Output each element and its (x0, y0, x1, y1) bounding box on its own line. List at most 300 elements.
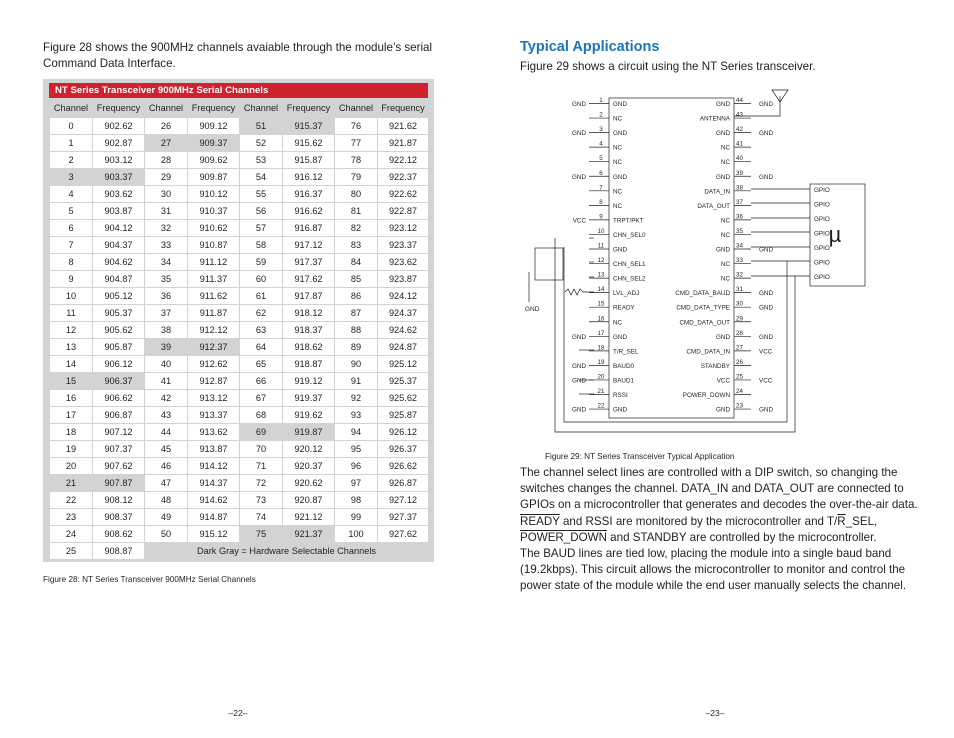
figure-29-caption: Figure 29: NT Series Transceiver Typical Application (545, 452, 735, 461)
frequency-cell: 921.37 (283, 526, 335, 543)
pin-name: GND (613, 406, 627, 414)
dip-gnd-label: GND (525, 306, 540, 313)
channel-cell: 24 (50, 526, 93, 543)
pin-number: 38 (736, 184, 743, 192)
channel-cell: 43 (145, 407, 188, 424)
pin-name: NC (720, 217, 730, 225)
pin-name: DATA_OUT (697, 202, 730, 210)
channel-cell: 49 (145, 509, 188, 526)
net-label: GND (759, 246, 773, 254)
channel-cell: 3 (50, 169, 93, 186)
frequency-cell: 914.62 (188, 492, 240, 509)
pin-name: POWER_DOWN (682, 392, 730, 399)
channel-cell: 34 (145, 254, 188, 271)
table-row (50, 237, 429, 254)
pin-number: 39 (736, 169, 743, 177)
channel-cell: 72 (240, 475, 283, 492)
channel-cell: 12 (50, 322, 93, 339)
pin-number: 12 (597, 257, 605, 265)
frequency-cell: 904.87 (93, 271, 145, 288)
channel-cell: 89 (335, 339, 378, 356)
net-label: GND (759, 333, 773, 341)
table-row (50, 135, 429, 152)
pin-name: GND (716, 406, 730, 414)
channel-cell: 20 (50, 458, 93, 475)
channel-cell: 64 (240, 339, 283, 356)
channel-cell: 94 (335, 424, 378, 441)
channel-cell: 35 (145, 271, 188, 288)
frequency-cell: 910.62 (188, 220, 240, 237)
channel-cell: 33 (145, 237, 188, 254)
table-body (50, 118, 429, 560)
frequency-cell: 915.62 (283, 135, 335, 152)
net-label: GND (572, 130, 586, 138)
frequency-cell: 909.62 (188, 152, 240, 169)
body-text-4: and STANDBY are controlled by the microcontroller. (606, 530, 877, 544)
pin-number: 6 (599, 169, 603, 177)
frequency-cell: 916.37 (283, 186, 335, 203)
frequency-cell: 914.37 (188, 475, 240, 492)
channel-cell: 79 (335, 169, 378, 186)
channel-cell: 18 (50, 424, 93, 441)
pin-number: 33 (736, 257, 743, 265)
pin-name: GND (716, 101, 730, 108)
net-label: GND (759, 290, 773, 298)
channel-cell: 95 (335, 441, 378, 458)
frequency-cell: 908.62 (93, 526, 145, 543)
channel-cell: 80 (335, 186, 378, 203)
pin-name: GND (716, 333, 730, 341)
channel-cell: 25 (50, 543, 93, 560)
pin-name: NC (613, 115, 623, 123)
pin-number: 7 (599, 184, 603, 192)
pin-number: 5 (599, 155, 603, 163)
channel-cell: 22 (50, 492, 93, 509)
channel-cell: 23 (50, 509, 93, 526)
table-row (50, 305, 429, 322)
frequency-cell: 911.62 (188, 288, 240, 305)
channel-cell: 84 (335, 254, 378, 271)
frequency-cell: 923.87 (378, 271, 429, 288)
pin-number: 35 (736, 227, 743, 235)
frequency-cell: 926.12 (378, 424, 429, 441)
frequency-cell: 914.12 (188, 458, 240, 475)
channel-cell: 93 (335, 407, 378, 424)
frequency-cell: 925.87 (378, 407, 429, 424)
channel-cell: 58 (240, 237, 283, 254)
table-row (50, 475, 429, 492)
channel-cell: 40 (145, 356, 188, 373)
frequency-cell: 912.37 (188, 339, 240, 356)
figure-29-intro: Figure 29 shows a circuit using the NT Series transceiver. (520, 60, 816, 73)
pin-name: GND (613, 173, 627, 181)
pin-name: CMD_DATA_TYPE (676, 304, 730, 312)
frequency-cell: 924.37 (378, 305, 429, 322)
frequency-cell: 917.87 (283, 288, 335, 305)
channel-cell: 55 (240, 186, 283, 203)
channel-cell: 11 (50, 305, 93, 322)
frequency-cell: 911.12 (188, 254, 240, 271)
table-row (50, 254, 429, 271)
frequency-cell: 921.62 (378, 118, 429, 135)
frequency-cell: 907.87 (93, 475, 145, 492)
channel-cell: 42 (145, 390, 188, 407)
table-row (50, 203, 429, 220)
table-row (50, 390, 429, 407)
pin-number: 20 (597, 373, 605, 381)
column-header: Channel (243, 102, 279, 113)
frequency-cell: 910.12 (188, 186, 240, 203)
net-label: GND (572, 173, 586, 181)
gpio-label: GPIO (814, 201, 830, 209)
channel-cell: 27 (145, 135, 188, 152)
channel-cell: 59 (240, 254, 283, 271)
channel-cell: 57 (240, 220, 283, 237)
frequency-cell: 927.62 (378, 526, 429, 543)
pin-number: 30 (736, 300, 743, 308)
frequency-cell: 922.87 (378, 203, 429, 220)
frequency-cell: 925.37 (378, 373, 429, 390)
hardware-channel-note: Dark Gray = Hardware Selectable Channels (145, 543, 429, 560)
channel-cell: 8 (50, 254, 93, 271)
frequency-cell: 909.37 (188, 135, 240, 152)
channel-cell: 61 (240, 288, 283, 305)
column-header: Frequency (191, 102, 236, 113)
pin-name: CHN_SEL0 (613, 231, 646, 239)
channel-cell: 1 (50, 135, 93, 152)
channel-cell: 65 (240, 356, 283, 373)
frequency-cell: 920.37 (283, 458, 335, 475)
frequency-cell: 925.12 (378, 356, 429, 373)
frequency-cell: 906.87 (93, 407, 145, 424)
channel-cell: 66 (240, 373, 283, 390)
frequency-cell: 916.62 (283, 203, 335, 220)
pin-name: NC (613, 159, 623, 167)
frequency-cell: 919.87 (283, 424, 335, 441)
net-label: GND (572, 377, 586, 385)
pin-name: GND (613, 130, 627, 138)
pin-number: 3 (599, 126, 603, 134)
pin-number: 22 (597, 402, 605, 410)
pin-number: 34 (736, 242, 743, 250)
frequency-cell: 907.62 (93, 458, 145, 475)
figure-28-caption: Figure 28: NT Series Transceiver 900MHz Serial Channels (43, 575, 256, 584)
channel-cell: 14 (50, 356, 93, 373)
channel-cell: 60 (240, 271, 283, 288)
frequency-cell: 917.62 (283, 271, 335, 288)
pin-number: 15 (597, 300, 605, 308)
channel-cell: 74 (240, 509, 283, 526)
frequency-cell: 902.87 (93, 135, 145, 152)
pin-name: CHN_SEL2 (613, 275, 646, 283)
table-row (50, 220, 429, 237)
net-label: VCC (759, 348, 773, 356)
channel-cell: 100 (335, 526, 378, 543)
gpio-label: GPIO (814, 216, 830, 223)
frequency-cell: 912.12 (188, 322, 240, 339)
frequency-cell: 907.37 (93, 441, 145, 458)
typical-application-schematic (525, 92, 899, 437)
channel-cell: 32 (145, 220, 188, 237)
page-number: –23– (705, 708, 725, 718)
pin-name: NC (720, 261, 730, 269)
frequency-cell: 919.37 (283, 390, 335, 407)
table-row (50, 424, 429, 441)
frequency-cell: 920.12 (283, 441, 335, 458)
frequency-cell: 904.62 (93, 254, 145, 271)
frequency-cell: 916.12 (283, 169, 335, 186)
frequency-cell: 910.37 (188, 203, 240, 220)
channel-cell: 6 (50, 220, 93, 237)
table-row (50, 186, 429, 203)
body-text-5: The BAUD lines are tied low, placing the module into a single baud band (19.2kbps). This circuit allows the microcontroller to monitor and control the power state of the module while the end user manually selects the channel. (520, 547, 907, 593)
pin-number: 25 (736, 373, 743, 381)
pin-number: 24 (736, 388, 743, 395)
channel-cell: 45 (145, 441, 188, 458)
frequency-cell: 905.37 (93, 305, 145, 322)
page-number: –22– (228, 708, 248, 718)
channel-cell: 51 (240, 118, 283, 135)
channel-cell: 77 (335, 135, 378, 152)
channel-cell: 41 (145, 373, 188, 390)
pin-name: NC (720, 159, 730, 167)
gpio-label: GPIO (814, 245, 830, 252)
frequency-cell: 919.62 (283, 407, 335, 424)
pin-name: NC (613, 144, 623, 152)
pin-number: 27 (736, 344, 743, 352)
body-text-2: and RSSI are monitored by the microcontroller and T/ (559, 514, 838, 528)
net-label: GND (759, 130, 773, 138)
table-row (50, 118, 429, 135)
net-label: GND (572, 362, 586, 370)
pin-name: NC (613, 202, 623, 210)
channel-cell: 63 (240, 322, 283, 339)
frequency-cell: 916.87 (283, 220, 335, 237)
channel-cell: 30 (145, 186, 188, 203)
pin-number: 10 (597, 227, 605, 235)
pin-number: 9 (599, 213, 603, 221)
channel-cell: 52 (240, 135, 283, 152)
channel-cell: 81 (335, 203, 378, 220)
pin-name: STANDBY (700, 362, 730, 370)
channel-cell: 10 (50, 288, 93, 305)
channel-cell: 28 (145, 152, 188, 169)
pin-name: NC (720, 275, 730, 283)
column-header: Channel (53, 102, 89, 113)
net-label: GND (759, 101, 773, 108)
column-header: Frequency (286, 102, 331, 113)
pin-number: 18 (597, 344, 605, 352)
channel-table-panel (43, 79, 434, 562)
pin-name: DATA_IN (704, 188, 730, 196)
table-row (50, 509, 429, 526)
frequency-cell: 922.62 (378, 186, 429, 203)
frequency-cell: 904.12 (93, 220, 145, 237)
channel-cell: 62 (240, 305, 283, 322)
power-down-signal: POWER_DOWN (520, 530, 607, 544)
channel-cell: 48 (145, 492, 188, 509)
frequency-cell: 921.12 (283, 509, 335, 526)
channel-cell: 53 (240, 152, 283, 169)
channel-cell: 13 (50, 339, 93, 356)
pin-name: T/R_SEL (613, 348, 639, 356)
frequency-cell: 910.87 (188, 237, 240, 254)
pin-number: 4 (599, 140, 603, 148)
pin-name: CMD_DATA_OUT (679, 319, 730, 327)
body-text-1: The channel select lines are controlled with a DIP switch, so changing the switches changes the channel. DATA_IN and DATA_OUT are connected to GPIOs on a microcontroller that generates and decodes the over-the-air data. (520, 466, 918, 512)
frequency-cell: 906.12 (93, 356, 145, 373)
channel-cell: 85 (335, 271, 378, 288)
pin-name: CMD_DATA_BAUD (675, 290, 730, 298)
channel-cell: 96 (335, 458, 378, 475)
table-row (50, 271, 429, 288)
frequency-cell: 927.37 (378, 509, 429, 526)
pin-number: 41 (736, 140, 743, 148)
pin-number: 43 (736, 111, 743, 119)
frequency-cell: 922.37 (378, 169, 429, 186)
frequency-cell: 926.37 (378, 441, 429, 458)
table-row (50, 288, 429, 305)
pin-name: RSSI (613, 392, 628, 399)
net-label: GND (759, 406, 773, 414)
gpio-label: GPIO (814, 259, 830, 267)
gpio-label: GPIO (814, 274, 830, 281)
pin-name: NC (613, 319, 623, 327)
table-row (50, 373, 429, 390)
pin-number: 8 (599, 198, 603, 206)
body-paragraph (520, 465, 925, 595)
column-header: Frequency (96, 102, 141, 113)
table-row (50, 543, 429, 560)
channel-cell: 56 (240, 203, 283, 220)
frequency-cell: 920.62 (283, 475, 335, 492)
channel-cell: 2 (50, 152, 93, 169)
mcu-symbol: µ (828, 222, 842, 247)
channel-cell: 75 (240, 526, 283, 543)
frequency-cell: 927.12 (378, 492, 429, 509)
column-header: Channel (148, 102, 184, 113)
channel-cell: 5 (50, 203, 93, 220)
pin-name: BAUD0 (613, 362, 634, 370)
frequency-cell: 906.62 (93, 390, 145, 407)
channel-cell: 88 (335, 322, 378, 339)
pin-number: 36 (736, 213, 743, 221)
table-row (50, 458, 429, 475)
intro-paragraph: Figure 28 shows the 900MHz channels avaiable through the module’s serial Command Data Interface. (43, 41, 433, 70)
pin-number: 14 (597, 286, 605, 294)
pin-number: 21 (597, 388, 605, 395)
table-row (50, 441, 429, 458)
pin-name: CHN_SEL1 (613, 261, 646, 269)
frequency-cell: 918.37 (283, 322, 335, 339)
pin-name: READY (613, 304, 635, 312)
channel-cell: 92 (335, 390, 378, 407)
pin-number: 29 (736, 315, 743, 323)
gpio-label: GPIO (814, 230, 830, 238)
pin-name: GND (716, 246, 730, 254)
pin-name: NC (613, 188, 623, 196)
channel-cell: 9 (50, 271, 93, 288)
channel-cell: 19 (50, 441, 93, 458)
column-header: Frequency (381, 102, 425, 113)
channel-cell: 67 (240, 390, 283, 407)
channel-cell: 97 (335, 475, 378, 492)
net-label: VCC (572, 217, 586, 225)
channel-cell: 46 (145, 458, 188, 475)
pin-number: 23 (736, 402, 743, 410)
frequency-cell: 918.12 (283, 305, 335, 322)
pin-name: TRPT/PKT (613, 217, 644, 225)
frequency-cell: 924.87 (378, 339, 429, 356)
channel-cell: 90 (335, 356, 378, 373)
net-label: GND (572, 333, 586, 341)
pin-name: ANTENNA (699, 115, 730, 123)
pin-name: GND (716, 173, 730, 181)
channel-cell: 70 (240, 441, 283, 458)
frequency-cell: 917.37 (283, 254, 335, 271)
pin-number: 28 (736, 329, 743, 337)
channel-cell: 0 (50, 118, 93, 135)
right-page (477, 0, 954, 738)
channel-cell: 91 (335, 373, 378, 390)
pin-number: 1 (599, 97, 603, 104)
channel-cell: 87 (335, 305, 378, 322)
table-row (50, 356, 429, 373)
table-row (50, 152, 429, 169)
frequency-cell: 918.87 (283, 356, 335, 373)
net-label: VCC (759, 377, 773, 385)
channel-cell: 76 (335, 118, 378, 135)
frequency-cell: 926.87 (378, 475, 429, 492)
pin-name: BAUD1 (613, 377, 634, 385)
frequency-cell: 911.87 (188, 305, 240, 322)
pin-number: 2 (599, 111, 603, 119)
channel-cell: 68 (240, 407, 283, 424)
frequency-cell: 905.12 (93, 288, 145, 305)
pin-number: 32 (736, 271, 743, 279)
frequency-cell: 903.62 (93, 186, 145, 203)
channel-cell: 86 (335, 288, 378, 305)
frequency-cell: 909.87 (188, 169, 240, 186)
frequency-cell: 913.62 (188, 424, 240, 441)
pin-number: 17 (597, 329, 605, 337)
channel-cell: 54 (240, 169, 283, 186)
frequency-cell: 923.37 (378, 237, 429, 254)
pin-number: 19 (597, 358, 605, 366)
frequency-cell: 912.87 (188, 373, 240, 390)
pin-number: 37 (736, 198, 743, 206)
channel-cell: 99 (335, 509, 378, 526)
frequency-cell: 913.87 (188, 441, 240, 458)
table-title: NT Series Transceiver 900MHz Serial Channels (49, 83, 428, 98)
net-label: GND (759, 173, 773, 181)
frequency-cell: 903.12 (93, 152, 145, 169)
channel-cell: 21 (50, 475, 93, 492)
frequency-cell: 913.37 (188, 407, 240, 424)
pin-name: NC (720, 231, 730, 239)
channel-cell: 82 (335, 220, 378, 237)
frequency-cell: 919.12 (283, 373, 335, 390)
channel-cell: 38 (145, 322, 188, 339)
pin-name: LVL_ADJ (613, 290, 640, 298)
channel-cell: 73 (240, 492, 283, 509)
frequency-cell: 912.62 (188, 356, 240, 373)
ready-signal: READY (520, 514, 560, 528)
channel-cell: 71 (240, 458, 283, 475)
frequency-cell: 921.87 (378, 135, 429, 152)
gpio-label: GPIO (814, 187, 830, 194)
channel-cell: 37 (145, 305, 188, 322)
